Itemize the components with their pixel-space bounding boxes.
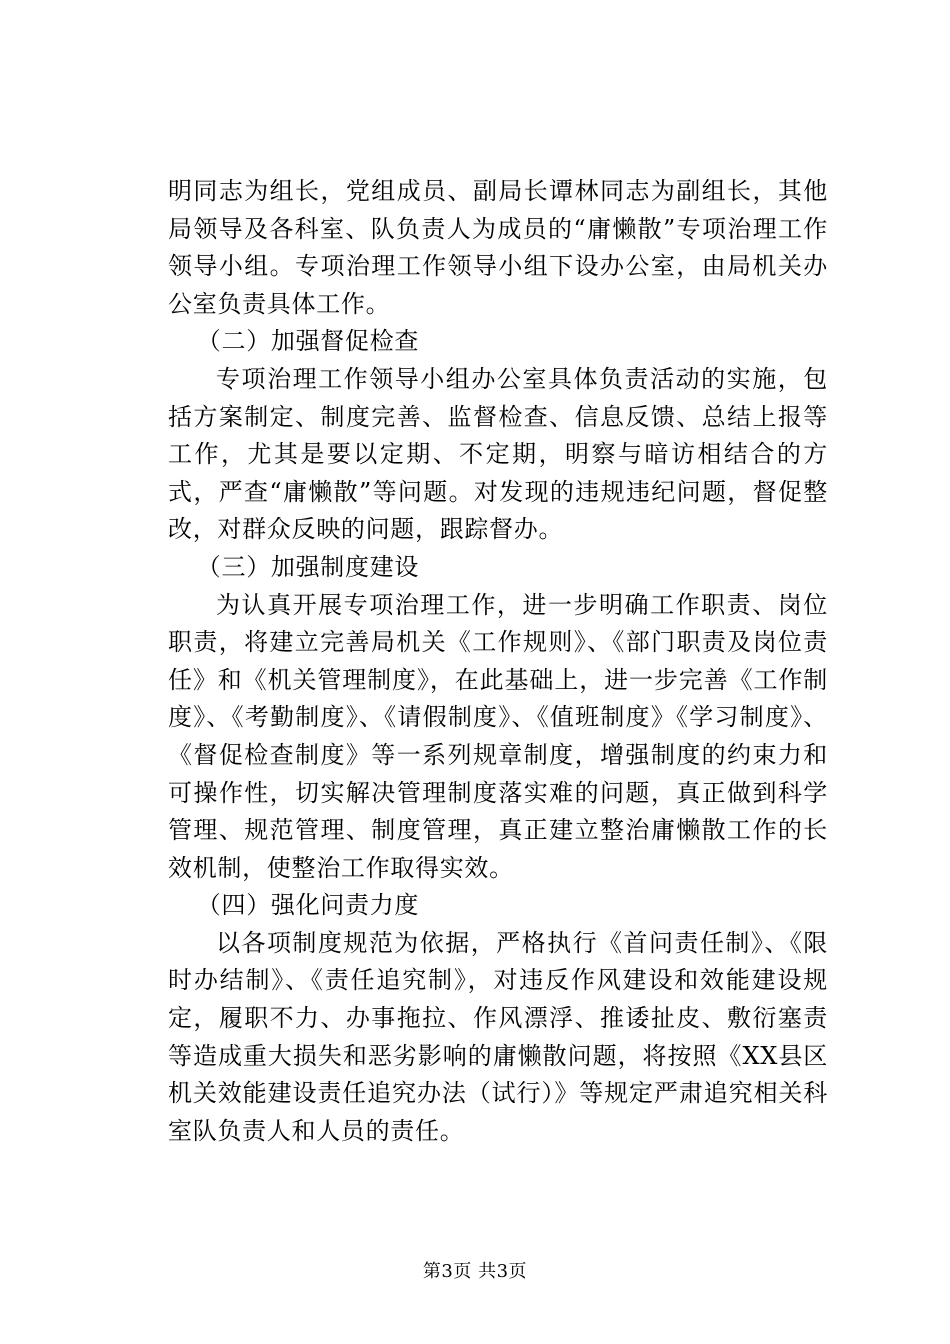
paragraph-supervision: 专项治理工作领导小组办公室具体负责活动的实施，包括方案制定、制度完善、监督检查、信息反馈、总结上报等工作，尤其是要以定期、不定期，明察与暗访相结合的方式，严查“庸懒散”等问题。对发现的违规违纪问题，督促整改，对群众反映的问题，跟踪督办。 — [168, 364, 828, 544]
paragraph-system-building: 为认真开展专项治理工作，进一步明确工作职责、岗位职责，将建立完善局机关《工作规则》、《部门职责及岗位责任》和《机关管理制度》，在此基础上，进一步完善《工作制度》、《考勤制度》、《请假制度》、《值班制度》《学习制度》、《督促检查制度》等一系列规章制度，增强制度的约束力和可操作性，切实解决管理制度落实难的问题，真正做到科学管理、规范管理、制度管理，真正建立整治庸懒散工作的长效机制，使整治工作取得实效。 — [168, 590, 828, 882]
page-footer: 第3页 共3页 — [422, 1261, 528, 1282]
section-heading-supervision: （二）加强督促检查 — [196, 327, 420, 356]
paragraph-leadership-group: 明同志为组长，党组成员、副局长谭林同志为副组长，其他局领导及各科室、队负责人为成员的“庸懒散”专项治理工作领导小组。专项治理工作领导小组下设办公室，由局机关办公室负责具体工作。 — [168, 177, 828, 318]
paragraph-accountability: 以各项制度规范为依据，严格执行《首问责任制》、《限时办结制》、《责任追究制》，对违反作风建设和效能建设规定，履职不力、办事拖拉、作风漂浮、推诿扯皮、敷衍塞责等造成重大损失和恶劣影响的庸懒散问题，将按照《XX县区机关效能建设责任追究办法（试行）》等规定严肃追究相关科室队负责人和人员的责任。 — [168, 928, 828, 1145]
section-heading-system-building: （三）加强制度建设 — [196, 552, 420, 581]
document-body — [168, 173, 828, 1150]
section-heading-accountability: （四）强化问责力度 — [196, 891, 420, 920]
